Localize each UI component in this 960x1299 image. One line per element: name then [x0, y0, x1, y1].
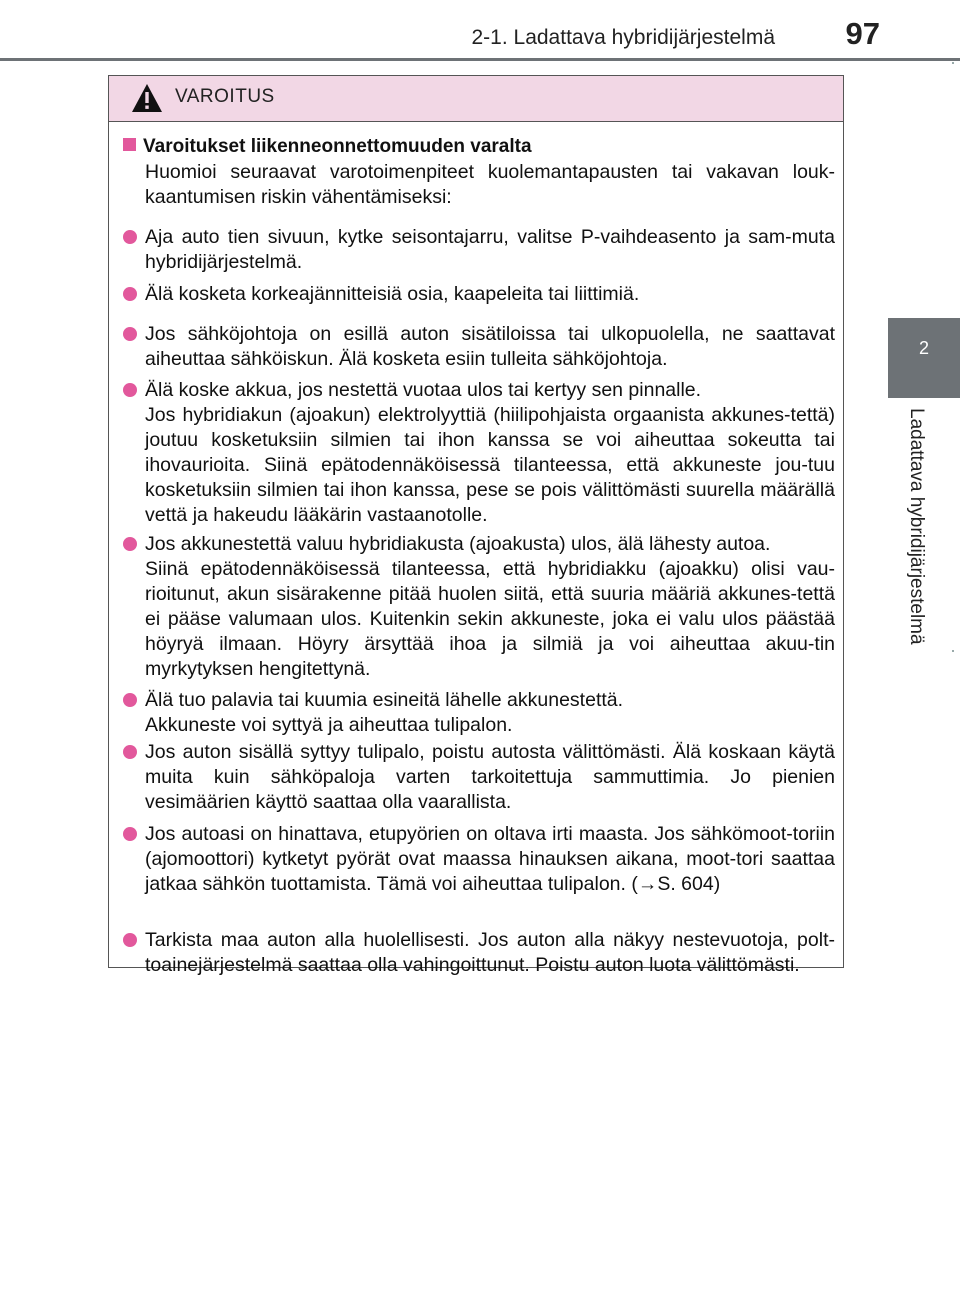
round-bullet-icon	[123, 537, 137, 551]
list-item-text: Älä koske akkua, jos nestettä vuotaa ulos tai kertyy sen pinnalle.	[145, 379, 702, 401]
round-bullet-icon	[123, 327, 137, 341]
chapter-side-label-text: Ladattava hybridijärjestelmä	[906, 408, 927, 645]
chapter-tab	[888, 318, 960, 398]
list-item-text: Jos auton sisällä syttyy tulipalo, poistu autosta välittömästi. Älä koskaan käytä muita kuin sähköpaloja varten tarkoitettuja sammuttimia. Jo pienien vesimäärien käyttö saattaa olla vaarallista.	[145, 741, 835, 813]
round-bullet-icon	[123, 745, 137, 759]
list-item-detail: Akkuneste voi syttyä ja aiheuttaa tulipalon.	[145, 714, 513, 736]
list-item-text: Aja auto tien sivuun, kytke seisontajarru, valitse P-vaihdeasento ja sam-muta hybridijärjestelmä.	[145, 226, 835, 273]
list-item-text: Jos autoasi on hinattava, etupyörien on oltava irti maasta. Jos sähkömoot-toriin (ajomoottori) kytketyt pyörät ovat maassa hinauksen aikana, moot-tori saattaa jatkaa sähkön tuottamista. Tämä voi aiheuttaa tulipalon. (→S. 604)	[145, 823, 835, 895]
warning-triangle-icon	[131, 83, 163, 113]
list-item	[123, 928, 835, 978]
chapter-number: 2	[918, 338, 929, 358]
round-bullet-icon	[123, 287, 137, 301]
warning-box	[108, 75, 844, 976]
warning-title: VAROITUS	[175, 86, 275, 107]
header-title: 2-1. Ladattava hybridijärjestelmä	[471, 26, 775, 49]
section-heading-text: Varoitukset liikenneonnettomuuden varalta	[143, 136, 532, 157]
list-item	[123, 378, 835, 528]
list-item	[123, 822, 835, 897]
round-bullet-icon	[123, 933, 137, 947]
round-bullet-icon	[123, 827, 137, 841]
side-marker	[952, 650, 954, 652]
round-bullet-icon	[123, 230, 137, 244]
list-item-detail: Siinä epätodennäköisessä tilanteessa, että hybridiakku (ajoakku) olisi vau-rioitunut, akun sisärakenne pitää huolen siitä, että suuria määriä akkunes-tettä ei pääse valumaan ulos. Kuitenkin sekin akkuneste, joka ei valu ulos päästää höyryä ilmaan. Höyry ärsyttää ihoa ja silmiä ja voi aiheuttaa akuu-tin myrkytyksen hengitettynä.	[145, 558, 835, 680]
list-item-text: Jos akkunestettä valuu hybridiakusta (ajoakusta) ulos, älä lähesty autoa.	[145, 533, 771, 555]
page-header	[0, 0, 960, 60]
square-bullet-icon	[123, 138, 136, 151]
list-item	[123, 282, 835, 307]
list-item-text: Älä tuo palavia tai kuumia esineitä lähelle akkunestettä.	[145, 689, 624, 711]
list-item-text: Älä kosketa korkeajännitteisiä osia, kaapeleita tai liittimiä.	[145, 283, 640, 305]
list-item	[123, 532, 835, 682]
round-bullet-icon	[123, 383, 137, 397]
list-item	[123, 688, 835, 738]
list-item	[123, 322, 835, 372]
header-rule	[0, 58, 960, 61]
list-item	[123, 740, 835, 815]
intro-paragraph: Huomioi seuraavat varotoimenpiteet kuolemantapausten tai vakavan louk-kaantumisen riskin vähentämiseksi:	[145, 161, 835, 208]
side-marker	[952, 62, 954, 64]
list-item-detail: Jos hybridiakun (ajoakun) elektrolyyttiä (hiilipohjaista orgaanista akkunes-tettä) joutuu kosketuksiin silmien tai ihon kanssa se voi aiheuttaa sokeutta tai ihovaurioita. Siinä epätodennäköisessä tilanteessa, että akkuneste jou-tuu kosketuksiin silmien tai ihon kanssa, pese se pois välittömästi suurella määrällä vettä ja hakeudu lääkärin vastaanotolle.	[145, 404, 835, 526]
warning-header	[109, 76, 843, 122]
round-bullet-icon	[123, 693, 137, 707]
list-item-text: Jos sähköjohtoja on esillä auton sisätiloissa tai ulkopuolella, ne saattavat aiheuttaa sähköiskun. Älä kosketa esiin tulleita sähköjohtoja.	[145, 323, 835, 370]
list-item-text: Tarkista maa auton alla huolellisesti. Jos auton alla näkyy nestevuotoja, polt-toainejärjestelmä saattaa olla vahingoittunut. Poistu auton luota välittömästi.	[145, 929, 835, 976]
chapter-side-label	[866, 408, 960, 658]
list-item	[123, 225, 835, 275]
section-heading	[123, 136, 532, 158]
page-number: 97	[845, 16, 880, 51]
